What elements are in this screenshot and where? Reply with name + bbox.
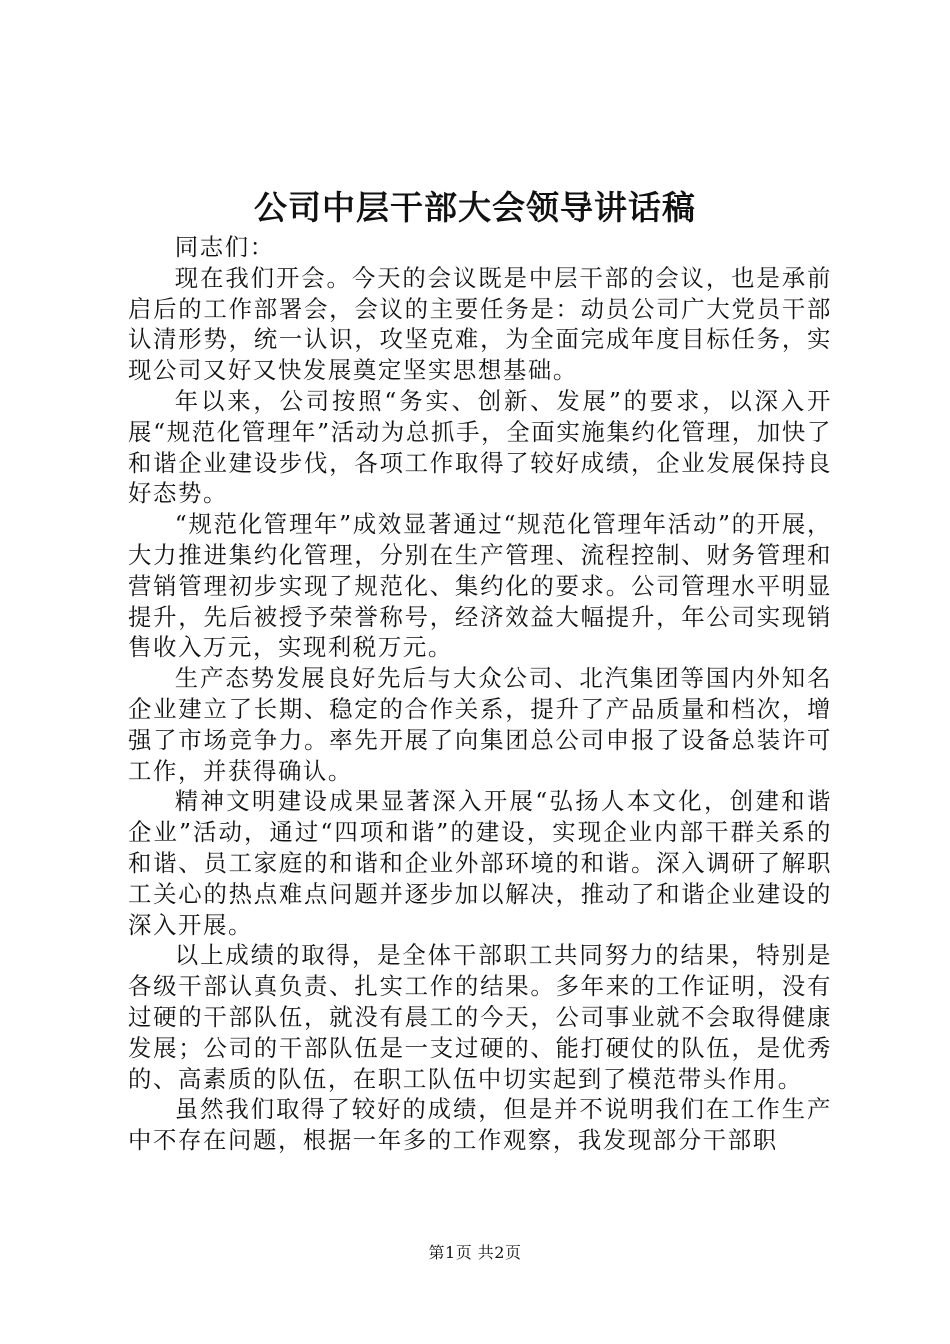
document-body (128, 232, 832, 1156)
paragraph: 以上成绩的取得，是全体干部职工共同努力的结果，特别是各级干部认真负责、扎实工作的结果。多年来的工作证明，没有过硬的干部队伍，就没有晨工的今天，公司事业就不会取得健康发展；公司的干部队伍是一支过硬的、能打硬仗的队伍，是优秀的、高素质的队伍，在职工队伍中切实起到了模范带头作用。 (128, 941, 832, 1093)
paragraph: 年以来，公司按照“务实、创新、发展”的要求，以深入开展“规范化管理年”活动为总抓手，全面实施集约化管理，加快了和谐企业建设步伐，各项工作取得了较好成绩，企业发展保持良好态势。 (128, 386, 832, 508)
document-title: 公司中层干部大会领导讲话稿 (254, 188, 696, 227)
paragraph: 精神文明建设成果显著深入开展“弘扬人本文化，创建和谐企业”活动，通过“四项和谐”的建设，实现企业内部干群关系的和谐、员工家庭的和谐和企业外部环境的和谐。深入调研了解职工关心的热点难点问题并逐步加以解决，推动了和谐企业建设的深入开展。 (128, 787, 832, 939)
salutation: 同志们： (174, 233, 275, 261)
paragraph: 生产态势发展良好先后与大众公司、北汽集团等国内外知名企业建立了长期、稳定的合作关系，提升了产品质量和档次，增强了市场竞争力。率先开展了向集团总公司申报了设备总装许可工作，并获得确认。 (128, 664, 832, 785)
paragraph: 虽然我们取得了较好的成绩，但是并不说明我们在工作生产中不存在问题，根据一年多的工作观察，我发现部分干部职 (128, 1095, 832, 1155)
paragraph: “规范化管理年”成效显著通过“规范化管理年活动”的开展，大力推进集约化管理，分别在生产管理、流程控制、财务管理和营销管理初步实现了规范化、集约化的要求。公司管理水平明显提升，先后被授予荣誉称号，经济效益大幅提升，年公司实现销售收入万元，实现利税万元。 (128, 510, 832, 662)
page-number-footer: 第1页 共2页 (428, 1243, 522, 1262)
paragraph: 现在我们开会。今天的会议既是中层干部的会议，也是承前启后的工作部署会，会议的主要任务是：动员公司广大党员干部认清形势，统一认识，攻坚克难，为全面完成年度目标任务，实现公司又好又快发展奠定坚实思想基础。 (128, 263, 832, 385)
